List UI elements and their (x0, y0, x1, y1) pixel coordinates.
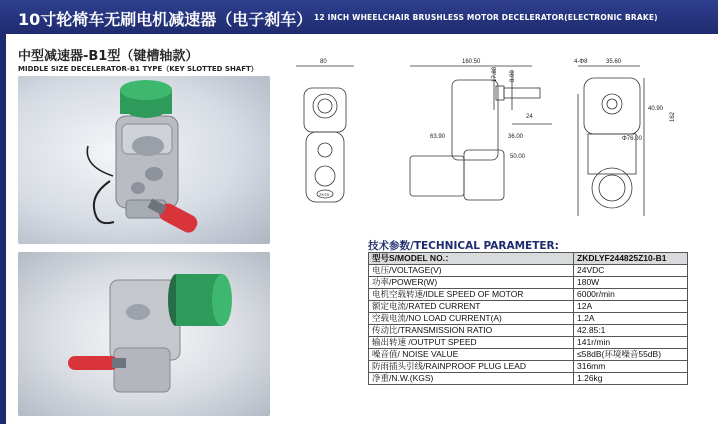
dim-d1: 17.88 (492, 66, 498, 82)
product-photo-1 (18, 76, 270, 244)
spec-header-label: 型号S/MODEL NO.： (369, 253, 574, 265)
dim-d2: 8.00 (510, 70, 516, 82)
gear-motor-illustration-2 (18, 252, 270, 416)
spec-row (369, 301, 688, 313)
spec-value: 1.26kg (574, 373, 688, 385)
dim-side-length: 160.50 (462, 59, 481, 65)
spec-label: 功率/POWER(W) (369, 277, 574, 289)
spec-label: 额定电流/RATED CURRENT (369, 301, 574, 313)
product-name-cn: 中型减速器-B1型（键槽轴款） (18, 49, 199, 64)
spec-row (369, 277, 688, 289)
dim-r-d: Φ76.00 (622, 136, 642, 142)
spec-value: 6000r/min (574, 289, 688, 301)
spec-label: 防雨插头引线/RAINPROOF PLUG LEAD (369, 361, 574, 373)
gear-motor-illustration-1 (18, 76, 270, 244)
spec-value: 24VDC (574, 265, 688, 277)
spec-label: 传动比/TRANSMISSION RATIO (369, 325, 574, 337)
spec-table (368, 252, 688, 385)
spec-label: 空载电流/NO LOAD CURRENT(A) (369, 313, 574, 325)
technical-drawing (282, 40, 702, 240)
dim-d6: 50.00 (510, 154, 526, 160)
spec-header-value: ZKDLYF244825Z10-B1 (574, 253, 688, 265)
spec-row (369, 349, 688, 361)
spec-label: 电机空载转速/IDLE SPEED OF MOTOR (369, 289, 574, 301)
spec-row (369, 313, 688, 325)
spec-value: 42.85:1 (574, 325, 688, 337)
spec-label: 输出转速 /OUTPUT SPEED (369, 337, 574, 349)
spec-row (369, 289, 688, 301)
spec-header-row (369, 253, 688, 265)
product-photo-2 (18, 252, 270, 416)
spec-title: 技术参数/TECHNICAL PARAMETER: (368, 240, 559, 252)
spec-value: 180W (574, 277, 688, 289)
product-name-en: MIDDLE SIZE DECELERATOR-B1 TYPE（KEY SLOTTED SHAFT） (18, 65, 258, 73)
spec-value: 316mm (574, 361, 688, 373)
spec-row (369, 361, 688, 373)
page-header (0, 0, 718, 34)
spec-row (369, 337, 688, 349)
spec-label: 电压/VOLTAGE(V) (369, 265, 574, 277)
dim-r-w1: 4-Φ8 (574, 59, 588, 65)
spec-value: 12A (574, 301, 688, 313)
spec-row (369, 373, 688, 385)
spec-value: 141r/min (574, 337, 688, 349)
spec-label: 噪音值/ NOISE VALUE (369, 349, 574, 361)
dim-r-total: 162 (670, 111, 676, 122)
spec-value: 1.2A (574, 313, 688, 325)
dim-d3: 24 (526, 114, 533, 120)
spec-row (369, 265, 688, 277)
dim-d5: 36.00 (508, 134, 524, 140)
logo-text: ZKTD (319, 192, 330, 197)
dim-r-h: 40.90 (648, 106, 664, 112)
spec-value: ≤58dB(环境噪音55dB) (574, 349, 688, 361)
spec-label: 净重/N.W.(KGS) (369, 373, 574, 385)
spec-row (369, 325, 688, 337)
title-en: 12 INCH WHEELCHAIR BRUSHLESS MOTOR DECELERATOR(ELECTRONIC BRAKE) (314, 13, 658, 22)
dim-front-width: 80 (320, 59, 327, 65)
dim-d4: 63.90 (430, 134, 446, 140)
left-accent-bar (0, 34, 6, 424)
title-cn: 10寸轮椅车无刷电机减速器（电子刹车） (18, 10, 313, 29)
dim-r-w2: 35.60 (606, 59, 622, 65)
